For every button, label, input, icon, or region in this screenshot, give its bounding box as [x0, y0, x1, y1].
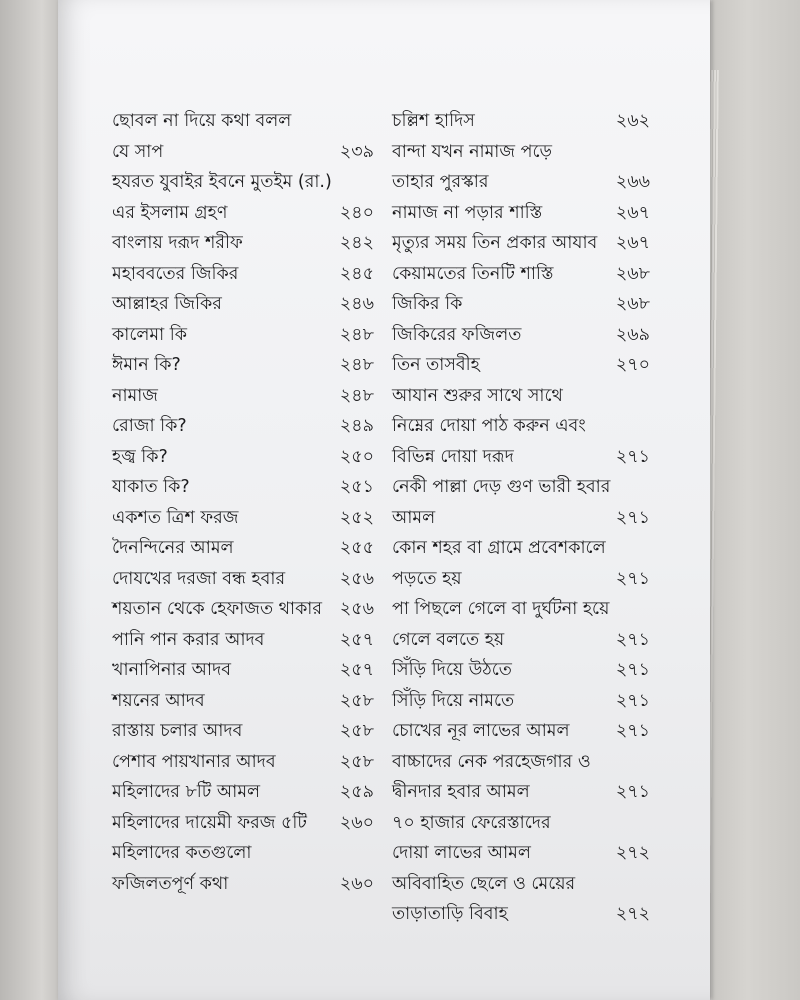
entry-page-number: ২৫৬: [339, 599, 374, 619]
entry-title: এর ইসলাম গ্রহণ: [112, 202, 228, 223]
entry-title: সিঁড়ি দিয়ে উঠতে: [392, 660, 512, 680]
entry-page-number: ২৪৮: [339, 385, 374, 406]
index-entry: [112, 289, 374, 320]
entry-title: বাংলায় দরূদ শরীফ: [112, 233, 243, 253]
entry-title: নামাজ না পড়ার শাস্তি: [392, 202, 543, 223]
entry-title: গেলে বলতে হয়: [392, 629, 505, 650]
entry-page-number: ২৫০: [339, 446, 374, 467]
entry-title: ফজিলতপূর্ণ কথা: [112, 873, 229, 894]
entry-page-number: ২৪০: [339, 202, 374, 223]
desk-background-right: [712, 0, 800, 1000]
entry-title: তাহার পুরস্কার: [392, 172, 489, 192]
index-entry: [392, 716, 650, 747]
entry-title: বাচ্চাদের নেক পরহেজগার ও: [392, 751, 591, 772]
entry-page-number: ২৭১: [615, 660, 650, 680]
entry-title: চোখের নূর লাভের আমল: [392, 721, 570, 741]
entry-page-number: ২৭১: [615, 446, 650, 467]
index-entry: [112, 838, 374, 869]
entry-title: একশত ত্রিশ ফরজ: [112, 507, 239, 528]
index-entry: [392, 167, 650, 198]
index-entry: [392, 381, 650, 412]
index-entry: [112, 381, 374, 412]
entry-title: নেকী পাল্লা দেড় গুণ ভারী হবার: [392, 477, 611, 497]
index-entry: [112, 259, 374, 290]
entry-page-number: ২৫৭: [339, 660, 374, 680]
desk-background-left: [0, 0, 60, 1000]
entry-title: যাকাত কি?: [112, 477, 190, 497]
entry-title: হযরত যুবাইর ইবনে মুতইম (রা.): [112, 172, 332, 192]
index-entry: [392, 747, 650, 778]
entry-page-number: ২৫৮: [339, 751, 374, 772]
index-entry: [112, 564, 374, 595]
entry-page-number: ২৪৮: [339, 324, 374, 345]
index-entry: [392, 808, 650, 839]
entry-title: মহিলাদের ৮টি আমল: [112, 782, 261, 802]
entry-page-number: ২৭১: [615, 568, 650, 589]
entry-title: মহিলাদের দায়েমী ফরজ ৫টি: [112, 812, 307, 833]
entry-page-number: ২৪৫: [339, 263, 374, 284]
index-entry: [112, 716, 374, 747]
index-entry: [112, 747, 374, 778]
index-entry: [392, 320, 650, 351]
entry-page-number: ২৭২: [615, 904, 650, 924]
index-entry: [112, 350, 374, 381]
entry-page-number: ২৫৮: [339, 721, 374, 741]
entry-title: তিন তাসবীহ: [392, 355, 480, 375]
index-entry: [392, 899, 650, 930]
entry-page-number: ২৭০: [615, 355, 650, 375]
entry-title: খানাপিনার আদব: [112, 660, 232, 680]
index-entry: [392, 411, 650, 442]
entry-title: কেয়ামতের তিনটি শাস্তি: [392, 263, 554, 284]
entry-page-number: ২৬২: [615, 111, 650, 131]
index-entry: [112, 198, 374, 229]
entry-title: অবিবাহিত ছেলে ও মেয়ের: [392, 873, 576, 894]
entry-title: শয়তান থেকে হেফাজত থাকার: [112, 599, 323, 619]
entry-title: নামাজ: [112, 385, 158, 406]
index-entry: [112, 411, 374, 442]
index-entry: [112, 472, 374, 503]
index-entry: [392, 350, 650, 381]
entry-title: সিঁড়ি দিয়ে নামতে: [392, 690, 515, 711]
entry-page-number: ২৬৯: [615, 324, 650, 345]
entry-page-number: ২৫৫: [339, 538, 374, 558]
entry-page-number: ২৫৯: [339, 782, 374, 802]
entry-page-number: ২৬৭: [615, 233, 650, 253]
index-entry: [112, 625, 374, 656]
entry-page-number: ২৬৮: [615, 294, 650, 314]
entry-page-number: ২৫১: [339, 477, 374, 497]
index-entry: [112, 533, 374, 564]
entry-page-number: ২৭১: [615, 721, 650, 741]
index-entry: [112, 320, 374, 351]
entry-page-number: ২৫৬: [339, 568, 374, 589]
entry-title: জিকির কি: [392, 294, 463, 314]
entry-page-number: ২৭১: [615, 507, 650, 528]
index-entry: [392, 472, 650, 503]
entry-title: পানি পান করার আদব: [112, 629, 265, 650]
entry-title: ঈমান কি?: [112, 355, 181, 375]
entry-page-number: ২৭১: [615, 782, 650, 802]
entry-title: বান্দা যখন নামাজ পড়ে: [392, 141, 553, 162]
entry-page-number: ২৫৭: [339, 629, 374, 650]
index-entry: [392, 686, 650, 717]
index-entry: [112, 777, 374, 808]
entry-title: ছোবল না দিয়ে কথা বলল: [112, 111, 292, 131]
entry-page-number: ২৩৯: [339, 141, 374, 162]
entry-page-number: ২৪২: [339, 233, 374, 253]
index-entry: [112, 869, 374, 900]
entry-title: দোয়া লাভের আমল: [392, 843, 531, 863]
entry-title: মৃত্যুর সময় তিন প্রকার আযাব: [392, 233, 598, 253]
index-entry: [112, 594, 374, 625]
index-entry: [112, 503, 374, 534]
index-entry: [112, 655, 374, 686]
index-entry: [392, 137, 650, 168]
entry-title: পড়তে হয়: [392, 568, 462, 589]
index-entry: [392, 564, 650, 595]
entry-page-number: ২৫৮: [339, 690, 374, 711]
entry-page-number: ২৬০: [339, 812, 374, 833]
index-entry: [392, 259, 650, 290]
entry-title: পা পিছলে গেলে বা দুর্ঘটনা হয়ে: [392, 599, 610, 619]
index-entry: [112, 167, 374, 198]
entry-title: শয়নের আদব: [112, 690, 205, 711]
index-entry: [392, 442, 650, 473]
index-entry: [392, 106, 650, 137]
entry-page-number: ২৬০: [339, 873, 374, 894]
entry-title: আযান শুরুর সাথে সাথে: [392, 385, 563, 406]
entry-page-number: ২৬৭: [615, 202, 650, 223]
index-entry: [392, 625, 650, 656]
entry-page-number: ২৭২: [615, 843, 650, 863]
index-column-right: [392, 106, 650, 930]
index-column-left: [112, 106, 374, 899]
entry-title: হজ্ব কি?: [112, 446, 168, 467]
entry-title: চল্লিশ হাদিস: [392, 111, 475, 131]
entry-title: রোজা কি?: [112, 416, 187, 436]
entry-title: কালেমা কি: [112, 324, 187, 345]
index-entry: [112, 442, 374, 473]
entry-title: কোন শহর বা গ্রামে প্রবেশকালে: [392, 538, 606, 558]
index-entry: [112, 228, 374, 259]
entry-page-number: ২৭১: [615, 629, 650, 650]
index-entry: [392, 838, 650, 869]
entry-page-number: ২৪৬: [339, 294, 374, 314]
entry-page-number: ২৬৮: [615, 263, 650, 284]
entry-title: দৈনন্দিনের আমল: [112, 538, 234, 558]
entry-title: পেশাব পায়খানার আদব: [112, 751, 276, 772]
entry-title: তাড়াতাড়ি বিবাহ: [392, 904, 508, 924]
index-entry: [392, 777, 650, 808]
index-entry: [112, 808, 374, 839]
index-entry: [112, 137, 374, 168]
entry-page-number: ২৬৬: [615, 172, 650, 192]
index-entry: [392, 198, 650, 229]
entry-page-number: ২৪৯: [339, 416, 374, 436]
entry-title: রাস্তায় চলার আদব: [112, 721, 243, 741]
entry-title: জিকিরের ফজিলত: [392, 324, 522, 345]
entry-page-number: ২৫২: [339, 507, 374, 528]
entry-title: যে সাপ: [112, 141, 164, 162]
index-entry: [392, 289, 650, 320]
index-entry: [392, 228, 650, 259]
entry-title: ৭০ হাজার ফেরেস্তাদের: [392, 812, 551, 833]
entry-title: দোযখের দরজা বন্ধ হবার: [112, 568, 286, 589]
entry-title: দ্বীনদার হবার আমল: [392, 782, 530, 802]
entry-page-number: ২৪৮: [339, 355, 374, 375]
entry-title: মহিলাদের কতগুলো: [112, 843, 252, 863]
index-entry: [392, 655, 650, 686]
entry-title: নিম্নের দোয়া পাঠ করুন এবং: [392, 416, 586, 436]
index-entry: [392, 503, 650, 534]
index-entry: [112, 686, 374, 717]
entry-title: আল্লাহর জিকির: [112, 294, 222, 314]
index-entry: [392, 594, 650, 625]
entry-title: আমল: [392, 507, 436, 528]
entry-title: বিভিন্ন দোয়া দরূদ: [392, 446, 514, 467]
index-entry: [112, 106, 374, 137]
entry-title: মহাববতের জিকির: [112, 263, 239, 284]
entry-page-number: ২৭১: [615, 690, 650, 711]
index-entry: [392, 533, 650, 564]
index-entry: [392, 869, 650, 900]
